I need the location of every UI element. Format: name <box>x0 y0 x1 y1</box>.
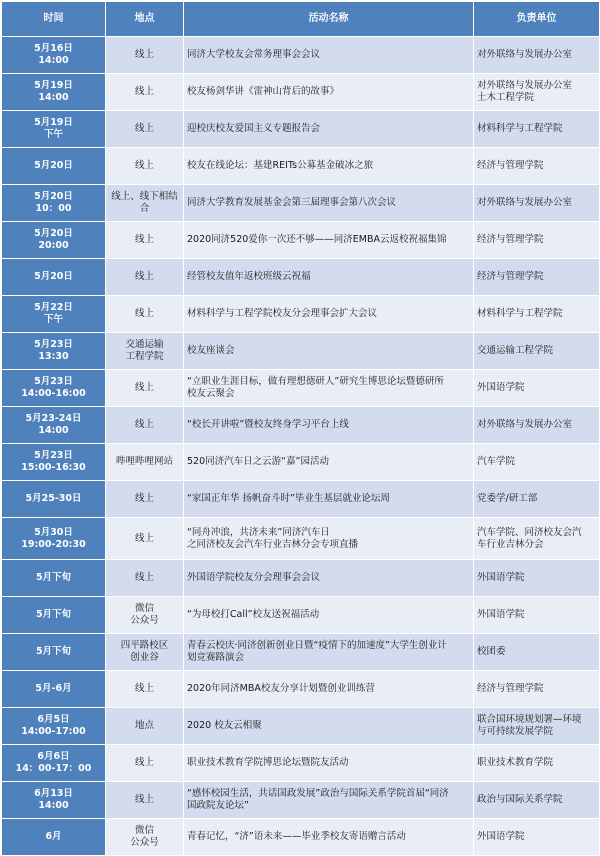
cell-place <box>106 560 184 597</box>
cell-place <box>106 708 184 745</box>
cell-activity-name <box>184 708 474 745</box>
cell-place <box>106 819 184 856</box>
cell-text-line: 5月30日 <box>34 526 73 538</box>
header-time: 时间 <box>2 2 106 37</box>
header-activity-name: 活动名称 <box>184 2 474 37</box>
cell-time <box>2 745 106 782</box>
cell-text-line: 线上 <box>134 794 154 805</box>
table-row <box>2 370 600 407</box>
header-row <box>2 2 600 37</box>
cell-responsible-unit <box>474 671 600 708</box>
cell-text-line: 汽车学院、同济校友会汽 <box>477 526 582 538</box>
table-row <box>2 634 600 671</box>
cell-text-line: 14:00-16:00 <box>21 388 86 399</box>
cell-time <box>2 222 106 259</box>
cell-responsible-unit <box>474 782 600 819</box>
cell-text-line: 外国语学院校友分会理事会会议 <box>187 572 321 583</box>
cell-text-line: 5月22日 <box>34 302 73 313</box>
table-row <box>2 407 600 444</box>
cell-text-line: 校友在线论坛：基建REITs公募基金破冰之旅 <box>187 160 374 171</box>
cell-activity-name <box>184 671 474 708</box>
cell-time <box>2 111 106 148</box>
cell-text-line: 经管校友值年返校班级云祝福 <box>187 271 311 282</box>
cell-text-line: 与可持续发展学院 <box>477 726 554 737</box>
cell-text-line: 地点 <box>134 720 154 731</box>
cell-text-line: 线上 <box>134 123 154 134</box>
cell-text-line: 对外联络与发展办公室 <box>477 49 573 60</box>
cell-responsible-unit <box>474 407 600 444</box>
cell-text-line: 经济与管理学院 <box>477 683 544 694</box>
cell-place <box>106 148 184 185</box>
cell-text-line: 线上 <box>134 160 154 171</box>
cell-activity-name <box>184 597 474 634</box>
cell-responsible-unit <box>474 74 600 111</box>
header-place: 地点 <box>106 2 184 37</box>
cell-text-line: 对外联络与发展办公室 <box>477 197 573 208</box>
cell-place <box>106 481 184 518</box>
cell-text-line: 6月 <box>45 831 62 842</box>
cell-text-line: 下午 <box>43 314 63 325</box>
cell-place <box>106 370 184 407</box>
cell-text-line: “为母校打Call”校友送祝福活动 <box>187 609 320 620</box>
cell-text-line: 国政院友论坛” <box>187 800 249 811</box>
cell-text-line: 四平路校区 <box>120 640 169 651</box>
cell-text-line: 同济大学教育发展基金会第三届理事会第八次会议 <box>187 197 397 208</box>
cell-responsible-unit <box>474 819 600 856</box>
cell-text-line: 划竞赛路演会 <box>187 652 245 663</box>
cell-text-line: 职业技术教育学院 <box>477 757 554 768</box>
cell-responsible-unit <box>474 560 600 597</box>
cell-text-line: 线上 <box>134 493 154 504</box>
cell-responsible-unit <box>474 259 600 296</box>
cell-place <box>106 333 184 370</box>
cell-text-line: 5月20日 <box>34 191 73 202</box>
cell-text-line: 10：00 <box>35 203 72 214</box>
cell-text-line: 经济与管理学院 <box>477 271 544 282</box>
cell-activity-name <box>184 819 474 856</box>
cell-text-line: “同舟冲浪，共济未来”同济汽车日 <box>187 526 330 538</box>
cell-text-line: 5月23日 <box>34 450 73 461</box>
cell-activity-name <box>184 74 474 111</box>
cell-responsible-unit <box>474 708 600 745</box>
cell-text-line: 党委学/研工部 <box>477 493 538 504</box>
cell-text-line: 下午 <box>43 129 63 140</box>
cell-text-line: “校长开讲啦”暨校友终身学习平台上线 <box>187 419 349 430</box>
table-row <box>2 259 600 296</box>
cell-text-line: 公众号 <box>130 615 159 626</box>
cell-text-line: 车行业吉林分会 <box>477 538 544 550</box>
table-row <box>2 745 600 782</box>
cell-text-line: 14:00-17:00 <box>21 726 86 737</box>
cell-activity-name <box>184 560 474 597</box>
cell-activity-name <box>184 185 474 222</box>
cell-text-line: 线上 <box>134 757 154 768</box>
cell-text-line: 线上 <box>134 572 154 583</box>
cell-text-line: 公众号 <box>130 837 159 848</box>
cell-time <box>2 708 106 745</box>
cell-text-line: 520同济汽车日之云游“嘉”园活动 <box>187 456 329 467</box>
cell-time <box>2 597 106 634</box>
cell-text-line: 迎校庆校友爱国主义专题报告会 <box>187 123 321 134</box>
cell-text-line: 线上 <box>134 683 154 694</box>
cell-place <box>106 745 184 782</box>
cell-text-line: 线上 <box>134 419 154 430</box>
cell-text-line: 线上 <box>134 86 154 97</box>
cell-text-line: 之同济校友会汽车行业吉林分会专项直播 <box>187 538 359 550</box>
cell-text-line: 同济大学校友会常务理事会会议 <box>187 49 321 60</box>
cell-text-line: 线上 <box>134 308 154 319</box>
cell-text-line: 校友座谈会 <box>187 345 235 356</box>
activity-schedule-table <box>1 1 600 856</box>
cell-activity-name <box>184 745 474 782</box>
cell-text-line: 职业技术教育学院博思论坛暨院友活动 <box>187 757 349 768</box>
cell-place <box>106 634 184 671</box>
cell-time <box>2 259 106 296</box>
table-row <box>2 597 600 634</box>
cell-time <box>2 370 106 407</box>
cell-text-line: 外国语学院 <box>477 382 525 393</box>
cell-activity-name <box>184 259 474 296</box>
cell-responsible-unit <box>474 518 600 560</box>
cell-text-line: 政治与国际关系学院 <box>477 794 563 805</box>
cell-text-line: 5月23-24日 <box>25 413 82 424</box>
cell-text-line: 经济与管理学院 <box>477 160 544 171</box>
cell-place <box>106 671 184 708</box>
cell-activity-name <box>184 37 474 74</box>
cell-text-line: “家国正年华 扬帆奋斗时”毕业生基层就业论坛周 <box>187 493 390 504</box>
cell-text-line: 14:00 <box>38 425 69 436</box>
cell-text-line: 外国语学院 <box>477 572 525 583</box>
table-row <box>2 37 600 74</box>
cell-time <box>2 74 106 111</box>
cell-time <box>2 819 106 856</box>
cell-activity-name <box>184 370 474 407</box>
cell-text-line: 材料科学与工程学院 <box>477 123 563 134</box>
cell-text-line: 14:00 <box>38 800 69 811</box>
cell-text-line: 外国语学院 <box>477 609 525 620</box>
cell-responsible-unit <box>474 745 600 782</box>
cell-activity-name <box>184 148 474 185</box>
cell-time <box>2 333 106 370</box>
cell-activity-name <box>184 296 474 333</box>
cell-text-line: 5月下旬 <box>35 646 72 657</box>
cell-text-line: 对外联络与发展办公室 <box>477 80 573 91</box>
cell-text-line: 青春记忆，“济”语未来——毕业季校友寄语赠言活动 <box>187 831 406 842</box>
cell-text-line: 5月16日 <box>34 43 73 54</box>
cell-text-line: 合 <box>139 203 150 214</box>
table-row <box>2 222 600 259</box>
cell-responsible-unit <box>474 37 600 74</box>
cell-text-line: 13:30 <box>38 351 69 362</box>
table-row <box>2 148 600 185</box>
cell-text-line: 线上 <box>134 271 154 282</box>
cell-text-line: 15:00-16:30 <box>21 462 86 473</box>
cell-activity-name <box>184 444 474 481</box>
cell-place <box>106 782 184 819</box>
cell-text-line: 交通运输 <box>125 339 164 350</box>
cell-time <box>2 782 106 819</box>
cell-responsible-unit <box>474 185 600 222</box>
cell-place <box>106 74 184 111</box>
cell-text-line: “立职业生涯目标，做有理想德研人”研究生博思论坛暨德研所 <box>187 376 444 387</box>
cell-time <box>2 296 106 333</box>
table-row <box>2 782 600 819</box>
cell-text-line: 2020年同济MBA校友分享计划暨创业训练营 <box>187 683 375 694</box>
cell-text-line: 线上 <box>134 532 154 544</box>
cell-place <box>106 222 184 259</box>
cell-text-line: 哔哩哔哩网站 <box>115 456 173 467</box>
table-body <box>2 37 600 856</box>
cell-text-line: 14:00 <box>38 55 69 66</box>
table-row <box>2 296 600 333</box>
cell-text-line: 6月13日 <box>34 788 73 799</box>
table-row <box>2 481 600 518</box>
cell-text-line: 5月-6月 <box>35 683 72 694</box>
cell-text-line: 对外联络与发展办公室 <box>477 419 573 430</box>
cell-text-line: 联合国环境规划署—环境 <box>477 714 582 725</box>
cell-text-line: 工程学院 <box>125 351 164 362</box>
cell-text-line: 5月20日 <box>34 271 73 282</box>
cell-text-line: 6月6日 <box>37 751 70 762</box>
table-row <box>2 74 600 111</box>
header-responsible-unit: 负责单位 <box>474 2 600 37</box>
table-row <box>2 185 600 222</box>
cell-text-line: 6月5日 <box>37 714 70 725</box>
table-row <box>2 111 600 148</box>
cell-responsible-unit <box>474 597 600 634</box>
cell-text-line: 线上 <box>134 49 154 60</box>
table-row <box>2 708 600 745</box>
cell-time <box>2 37 106 74</box>
cell-text-line: 线上 <box>134 234 154 245</box>
cell-responsible-unit <box>474 444 600 481</box>
cell-time <box>2 671 106 708</box>
cell-place <box>106 111 184 148</box>
cell-time <box>2 481 106 518</box>
cell-activity-name <box>184 111 474 148</box>
cell-text-line: 创业谷 <box>130 652 159 663</box>
cell-text-line: 5月25-30日 <box>25 493 82 504</box>
cell-text-line: 校友云聚会 <box>187 388 235 399</box>
cell-responsible-unit <box>474 333 600 370</box>
cell-text-line: 5月23日 <box>34 339 73 350</box>
table-row <box>2 671 600 708</box>
cell-place <box>106 444 184 481</box>
cell-activity-name <box>184 481 474 518</box>
cell-text-line: 5月20日 <box>34 228 73 239</box>
cell-text-line: 19:00-20:30 <box>21 538 86 550</box>
cell-text-line: 线上、线下相结 <box>111 191 178 202</box>
cell-time <box>2 518 106 560</box>
cell-activity-name <box>184 634 474 671</box>
cell-time <box>2 148 106 185</box>
cell-text-line: 线上 <box>134 382 154 393</box>
cell-responsible-unit <box>474 222 600 259</box>
cell-text-line: 14:00 <box>38 92 69 103</box>
cell-responsible-unit <box>474 370 600 407</box>
cell-text-line: 2020同济520爱你一次还不够——同济EMBA云返校祝福集锦 <box>187 234 447 245</box>
cell-text-line: 交通运输工程学院 <box>477 345 554 356</box>
cell-place <box>106 407 184 444</box>
cell-text-line: 外国语学院 <box>477 831 525 842</box>
cell-text-line: 5月20日 <box>34 160 73 171</box>
cell-place <box>106 185 184 222</box>
cell-activity-name <box>184 782 474 819</box>
cell-text-line: 校友杨剑华讲《雷神山背后的故事》 <box>187 86 340 97</box>
cell-text-line: 2020 校友云相聚 <box>187 720 262 731</box>
table-row <box>2 333 600 370</box>
cell-text-line: 经济与管理学院 <box>477 234 544 245</box>
cell-text-line: “感怀校园生活，共话国政发展”政治与国际关系学院首届“同济 <box>187 788 449 799</box>
cell-text-line: 土木工程学院 <box>477 92 535 103</box>
cell-responsible-unit <box>474 634 600 671</box>
cell-activity-name <box>184 407 474 444</box>
cell-responsible-unit <box>474 111 600 148</box>
cell-text-line: 5月19日 <box>34 117 73 128</box>
cell-activity-name <box>184 222 474 259</box>
cell-responsible-unit <box>474 481 600 518</box>
cell-time <box>2 407 106 444</box>
table-row <box>2 518 600 560</box>
cell-place <box>106 37 184 74</box>
cell-place <box>106 259 184 296</box>
cell-place <box>106 296 184 333</box>
cell-text-line: 5月19日 <box>34 80 73 91</box>
table-row <box>2 819 600 856</box>
cell-text-line: 微信 <box>134 825 154 836</box>
cell-place <box>106 518 184 560</box>
cell-text-line: 5月23日 <box>34 376 73 387</box>
cell-text-line: 青春云校庆·同济创新创业日暨“疫情下的加速度”大学生创业计 <box>187 640 447 651</box>
cell-responsible-unit <box>474 296 600 333</box>
cell-text-line: 材料科学与工程学院 <box>477 308 563 319</box>
cell-text-line: 汽车学院 <box>477 456 516 467</box>
cell-text-line: 5月下旬 <box>35 572 72 583</box>
cell-text-line: 5月下旬 <box>35 609 72 620</box>
cell-time <box>2 444 106 481</box>
cell-text-line: 20:00 <box>38 240 69 251</box>
cell-responsible-unit <box>474 148 600 185</box>
cell-text-line: 校团委 <box>477 646 506 657</box>
table-row <box>2 444 600 481</box>
cell-activity-name <box>184 333 474 370</box>
cell-text-line: 微信 <box>134 603 154 614</box>
cell-activity-name <box>184 518 474 560</box>
cell-time <box>2 634 106 671</box>
cell-time <box>2 185 106 222</box>
cell-text-line: 14：00-17：00 <box>15 763 92 774</box>
cell-time <box>2 560 106 597</box>
cell-text-line: 材料科学与工程学院校友分会理事会扩大会议 <box>187 308 378 319</box>
table-row <box>2 560 600 597</box>
cell-place <box>106 597 184 634</box>
